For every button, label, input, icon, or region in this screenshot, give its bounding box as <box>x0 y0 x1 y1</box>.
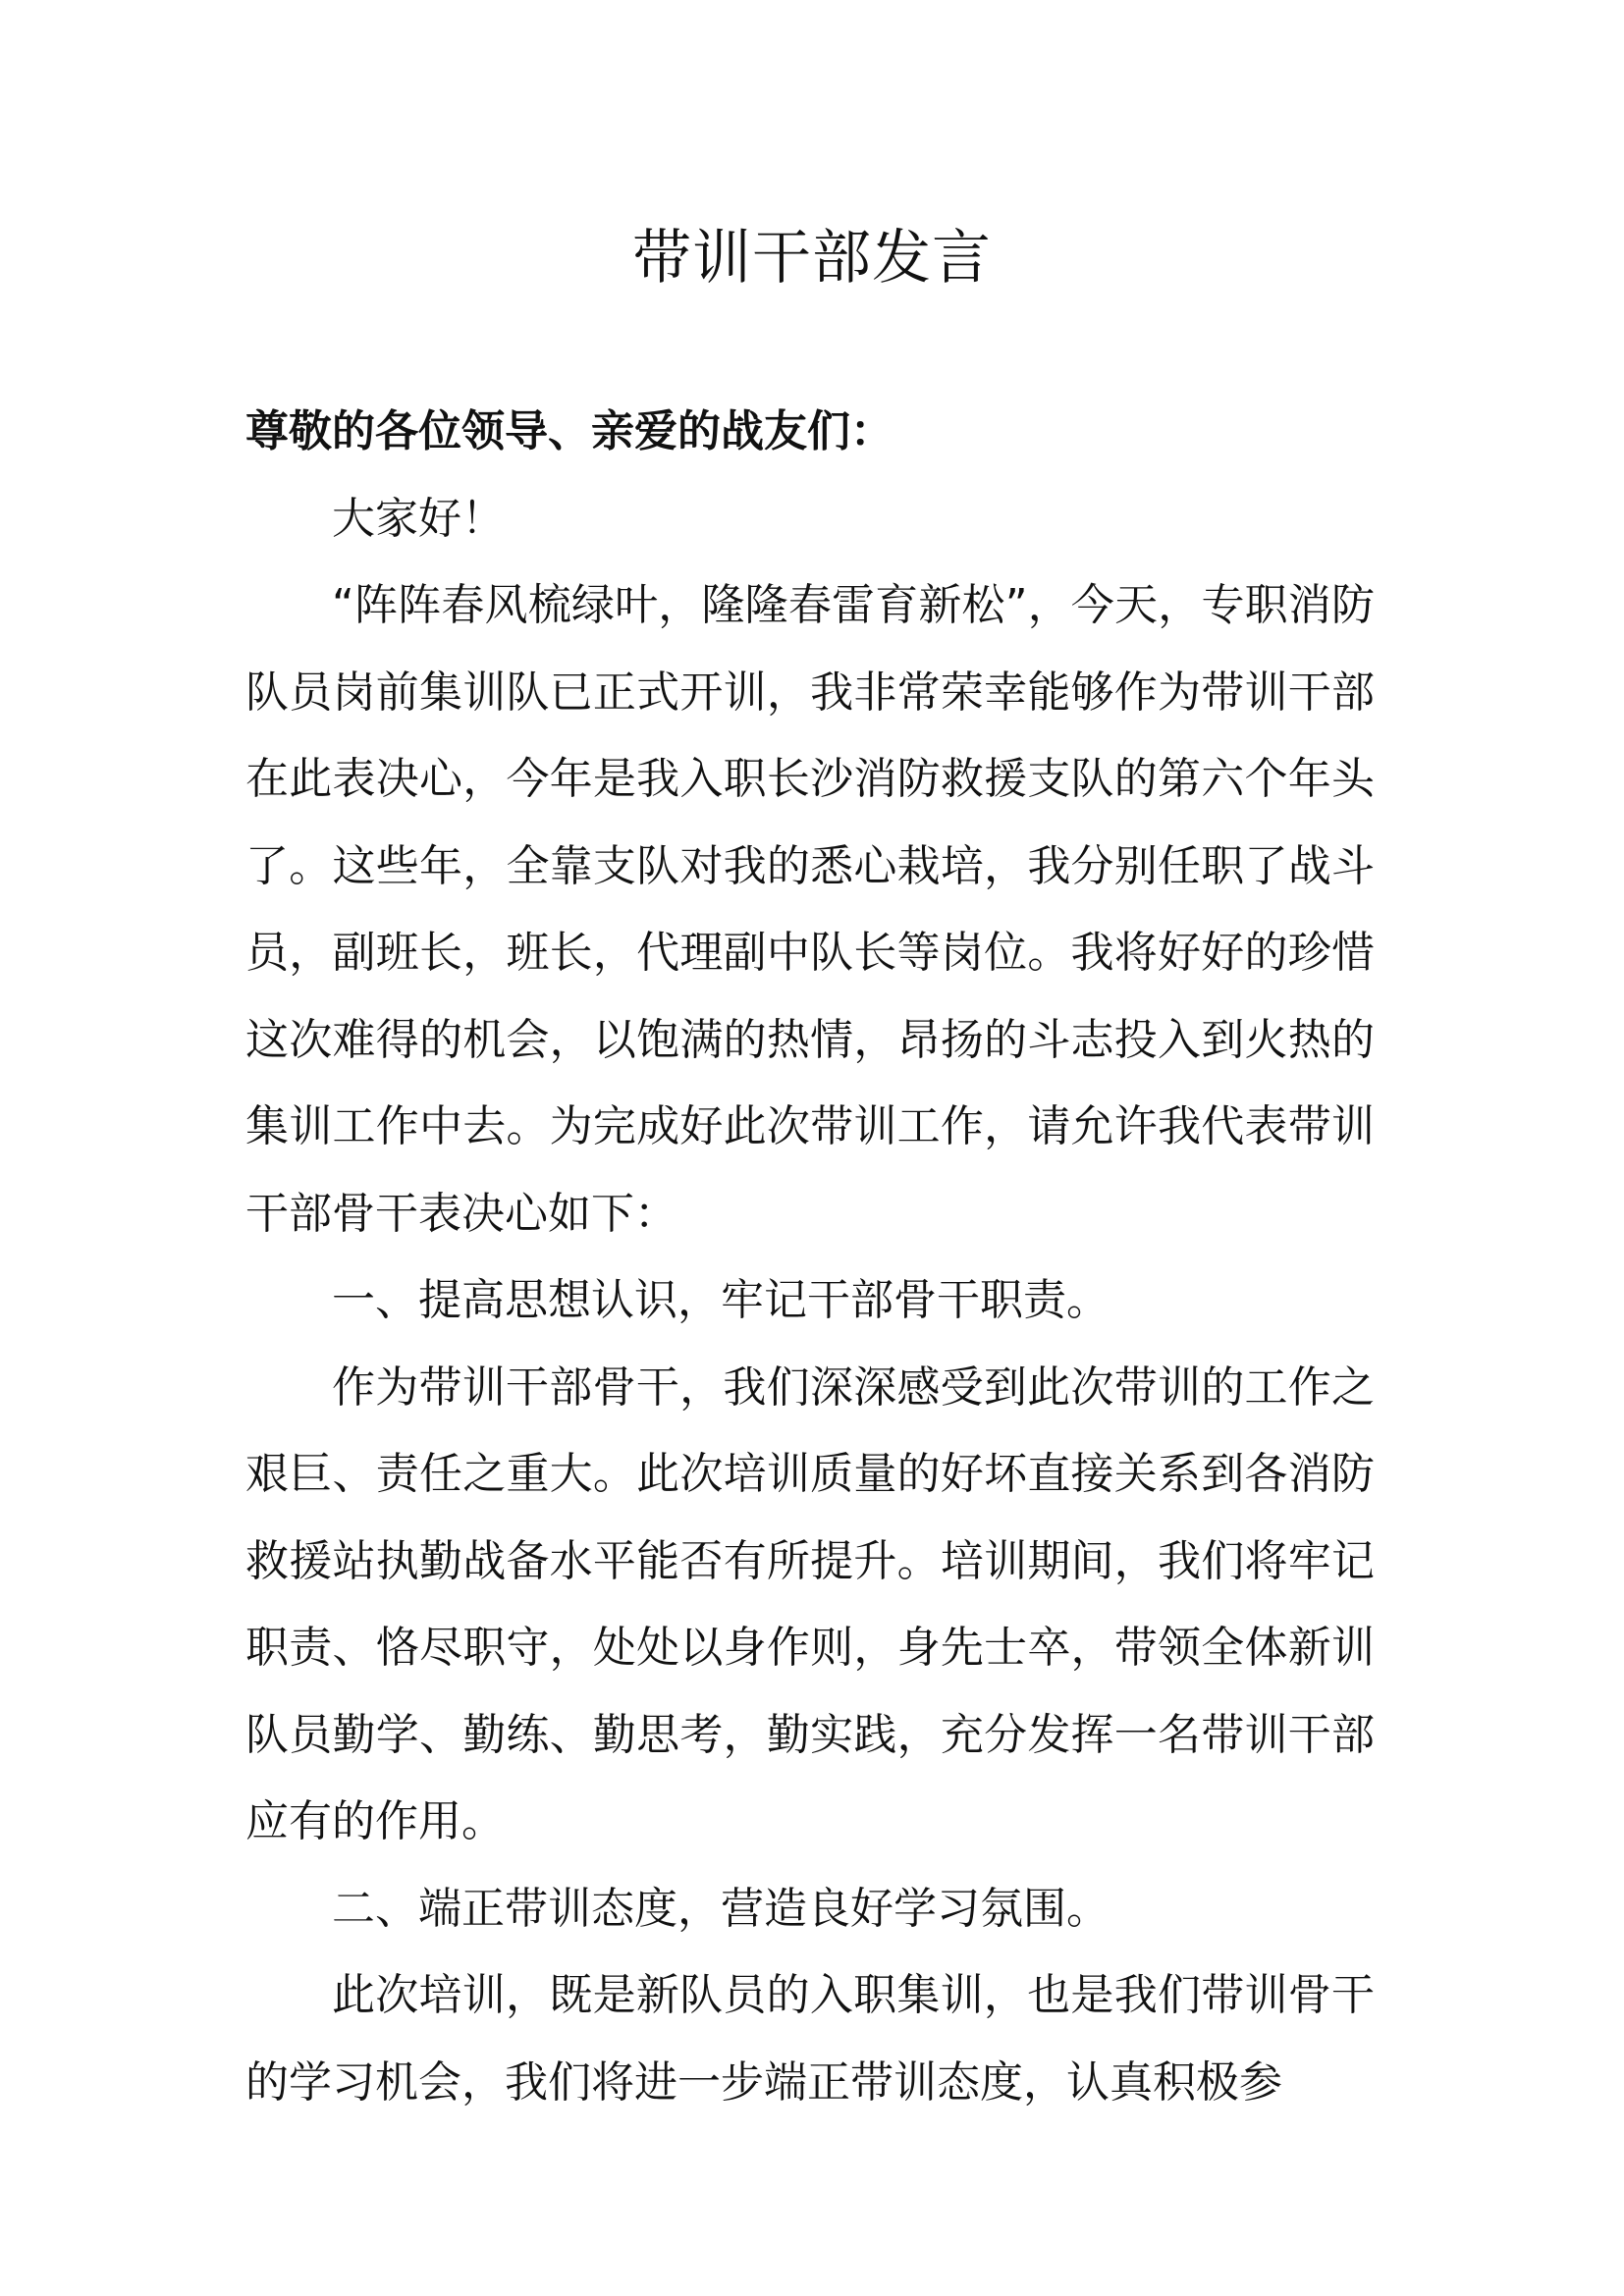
salutation: 尊敬的各位领导、亲爱的战友们： <box>245 406 893 456</box>
section-paragraph-1: 作为带训干部骨干，我们深深感受到此次带训的工作之艰巨、责任之重大。此次培训质量的好坏直接关系到各消防救援站执勤战备水平能否有所提升。培训期间，我们将牢记职责、恪尽职守，处处以身作则，身先士卒，带领全体新训队员勤学、勤练、勤思考，勤实践，充分发挥一名带训干部应有的作用。 <box>245 1362 1375 1846</box>
section-paragraph-2: 此次培训，既是新队员的入职集训，也是我们带训骨干的学习机会，我们将进一步端正带训态度，认真积极参 <box>245 1970 1375 2108</box>
section-heading-1: 一、提高思想认识，牢记干部骨干职责。 <box>332 1275 1110 1325</box>
intro-paragraph: “阵阵春风梳绿叶，隆隆春雷育新松”，今天，专职消防队员岗前集训队已正式开训，我非常荣幸能够作为带训干部在此表决心，今年是我入职长沙消防救援支队的第六个年头了。这些年，全靠支队对我的悉心栽培，我分别任职了战斗员，副班长，班长，代理副中队长等岗位。我将好好的珍惜这次难得的机会，以饱满的热情，昂扬的斗志投入到火热的集训工作中去。为完成好此次带训工作，请允许我代表带训干部骨干表决心如下： <box>245 580 1375 1239</box>
greeting-paragraph: 大家好！ <box>332 493 505 544</box>
document-title: 带训干部发言 <box>632 224 992 293</box>
document-body <box>245 389 1375 2126</box>
section-heading-2: 二、端正带训态度，营造良好学习氛围。 <box>332 1883 1110 1934</box>
